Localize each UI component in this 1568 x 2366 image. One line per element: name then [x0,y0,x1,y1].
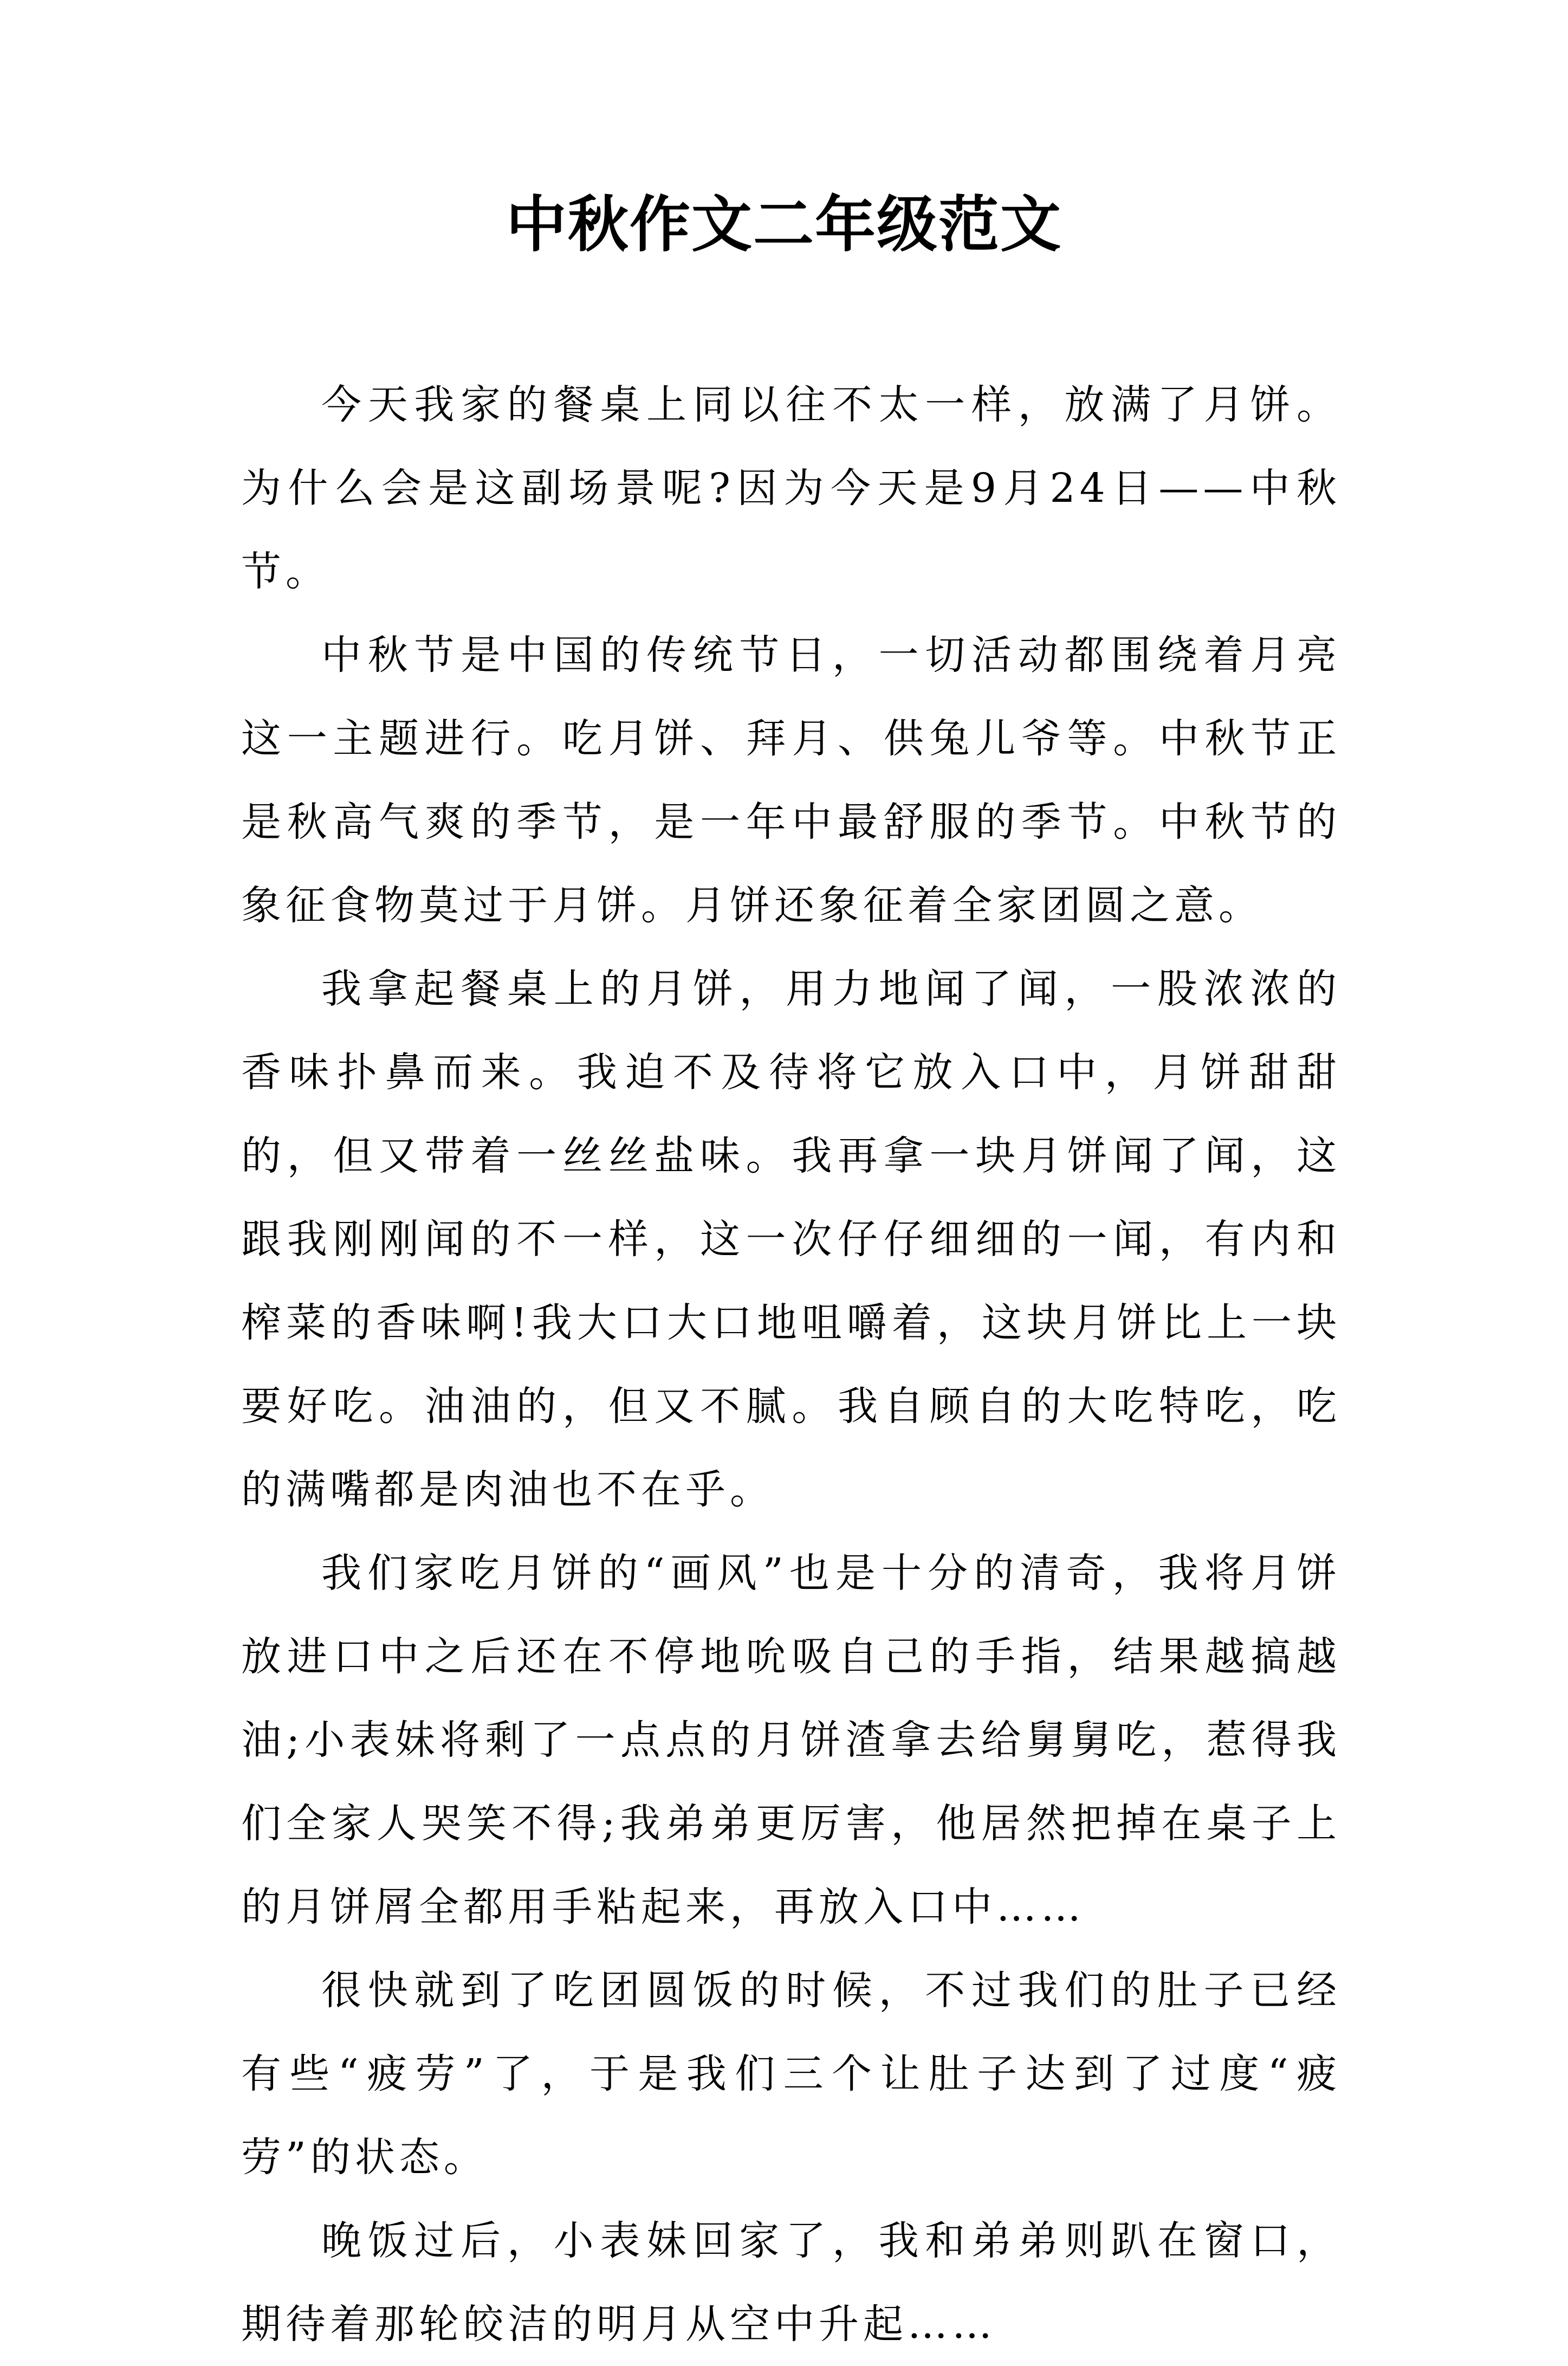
document-title: 中秋作文二年级范文 [506,189,1062,260]
paragraph-3: 我拿起餐桌上的月饼，用力地闻了闻，一股浓浓的香味扑鼻而来。我迫不及待将它放入口中，月饼甜甜的，但又带着一丝丝盐味。我再拿一块月饼闻了闻，这跟我刚刚闻的不一样，这一次仔仔细细的一闻，有内和榨菜的香味啊!我大口大口地咀嚼着，这块月饼比上一块要好吃。油油的，但又不腻。我自顾自的大吃特吃，吃的满嘴都是肉油也不在乎。 [241,966,1341,1513]
paragraph-5: 很快就到了吃团圆饭的时候，不过我们的肚子已经有些“疲劳”了，于是我们三个让肚子达到了过度“疲劳”的状态。 [241,1967,1341,2181]
paragraph-1: 今天我家的餐桌上同以往不太一样，放满了月饼。为什么会是这副场景呢?因为今天是9月24日——中秋节。 [241,382,1341,595]
paragraph-4: 我们家吃月饼的“画风”也是十分的清奇，我将月饼放进口中之后还在不停地吮吸自己的手指，结果越搞越油;小表妹将剩了一点点的月饼渣拿去给舅舅吃，惹得我们全家人哭笑不得;我弟弟更厉害，他居然把掉在桌子上的月饼屑全都用手粘起来，再放入口中…… [241,1550,1341,1930]
paragraph-2: 中秋节是中国的传统节日，一切活动都围绕着月亮这一主题进行。吃月饼、拜月、供兔儿爷等。中秋节正是秋高气爽的季节，是一年中最舒服的季节。中秋节的象征食物莫过于月饼。月饼还象征着全家团圆之意。 [241,632,1341,929]
paragraph-6: 晚饭过后，小表妹回家了，我和弟弟则趴在窗口，期待着那轮皎洁的明月从空中升起…… [241,2218,1341,2348]
document-body [241,363,1341,2366]
